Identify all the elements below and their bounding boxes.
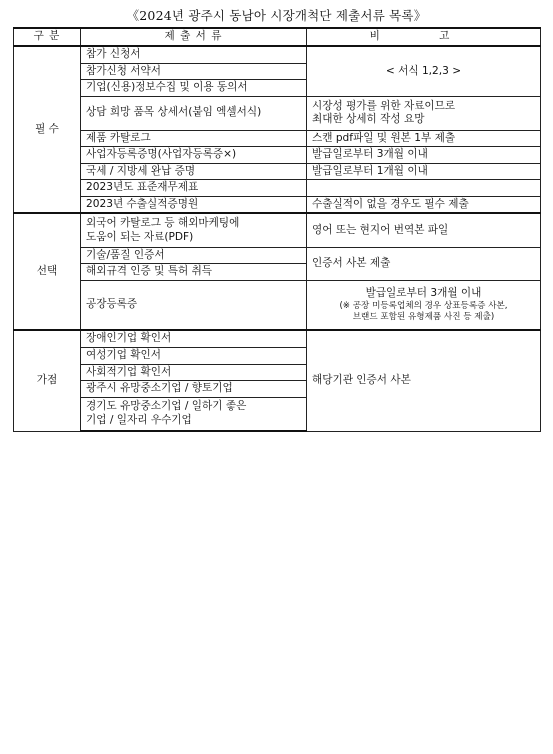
note-catalog: 스캔 pdf파일 및 원본 1부 제출 bbox=[307, 130, 541, 147]
table-row bbox=[14, 163, 541, 180]
header-note: 비 고 bbox=[307, 28, 541, 46]
doc-credit-consent: 기업(신용)정보수집 및 이용 동의서 bbox=[81, 80, 307, 97]
note-translation: 영어 또는 현지어 번역본 파일 bbox=[307, 213, 541, 247]
note-factory bbox=[307, 280, 541, 330]
doc-foreign-catalog-line1: 외국어 카탈로그 등 해외마케팅에 bbox=[86, 217, 240, 230]
table-row bbox=[14, 46, 541, 63]
doc-gyeonggi-line2: 기업 / 일자리 우수기업 bbox=[86, 413, 192, 426]
table-row bbox=[14, 213, 541, 247]
doc-social-enterprise: 사회적기업 확인서 bbox=[81, 364, 307, 381]
table-row bbox=[14, 196, 541, 213]
doc-tech-certificate: 기술/품질 인증서 bbox=[81, 247, 307, 264]
table-row bbox=[14, 180, 541, 197]
table-row bbox=[14, 147, 541, 164]
table-row bbox=[14, 280, 541, 330]
doc-foreign-catalog bbox=[81, 213, 307, 247]
table-row bbox=[14, 130, 541, 147]
note-business-registration: 발급일로부터 3개월 이내 bbox=[307, 147, 541, 164]
doc-women-business: 여성기업 확인서 bbox=[81, 348, 307, 365]
note-tax: 발급일로부터 1개월 이내 bbox=[307, 163, 541, 180]
doc-product-detail: 상담 희망 품목 상세서(붙임 엑셀서식) bbox=[81, 96, 307, 130]
table-header-row bbox=[14, 28, 541, 46]
category-required: 필 수 bbox=[14, 46, 81, 213]
category-bonus: 가점 bbox=[14, 330, 81, 431]
category-optional: 선택 bbox=[14, 213, 81, 330]
note-detail-line1: 시장성 평가를 위한 자료이므로 bbox=[312, 99, 456, 112]
submission-documents-table bbox=[13, 27, 541, 432]
note-forms: < 서식 1,2,3 > bbox=[307, 46, 541, 96]
header-documents: 제 출 서 류 bbox=[81, 28, 307, 46]
note-detail bbox=[307, 96, 541, 130]
note-empty bbox=[307, 180, 541, 197]
doc-application-form: 참가 신청서 bbox=[81, 46, 307, 63]
note-detail-line2: 최대한 상세히 작성 요망 bbox=[312, 113, 425, 126]
note-factory-line2: (※ 공장 미등록업체의 경우 상표등록증 사본, bbox=[339, 300, 508, 311]
doc-disabled-business: 장애인기업 확인서 bbox=[81, 330, 307, 347]
note-bonus: 해당기관 인증서 사본 bbox=[307, 330, 541, 431]
doc-pledge: 참가신청 서약서 bbox=[81, 63, 307, 80]
document-title: 《2024년 광주시 동남아 시장개척단 제출서류 목록》 bbox=[126, 8, 427, 23]
note-export: 수출실적이 없을 경우도 필수 제출 bbox=[307, 196, 541, 213]
header-category: 구 분 bbox=[14, 28, 81, 46]
doc-foreign-catalog-line2: 도움이 되는 자료(PDF) bbox=[86, 230, 194, 243]
doc-gyeonggi-sme bbox=[81, 397, 307, 431]
doc-financial-statement: 2023년도 표준재무제표 bbox=[81, 180, 307, 197]
note-factory-line3: 브랜드 포함된 유형제품 사진 등 제출) bbox=[352, 311, 495, 322]
table-row bbox=[14, 96, 541, 130]
doc-catalog: 제품 카탈로그 bbox=[81, 130, 307, 147]
table-row bbox=[14, 247, 541, 264]
doc-overseas-certification: 해외규격 인증 및 특허 취득 bbox=[81, 264, 307, 281]
doc-export-record: 2023년 수출실적증명원 bbox=[81, 196, 307, 213]
note-certificate: 인증서 사본 제출 bbox=[307, 247, 541, 280]
doc-tax-clearance: 국세 / 지방세 완납 증명 bbox=[81, 163, 307, 180]
note-factory-line1: 발급일로부터 3개월 이내 bbox=[365, 287, 482, 300]
doc-business-registration: 사업자등록증명(사업자등록증×) bbox=[81, 147, 307, 164]
doc-gyeonggi-line1: 경기도 유망중소기업 / 일하기 좋은 bbox=[86, 400, 247, 413]
table-row bbox=[14, 330, 541, 347]
doc-factory-registration: 공장등록증 bbox=[81, 280, 307, 330]
doc-gwangju-sme: 광주시 유망중소기업 / 향토기업 bbox=[81, 381, 307, 398]
